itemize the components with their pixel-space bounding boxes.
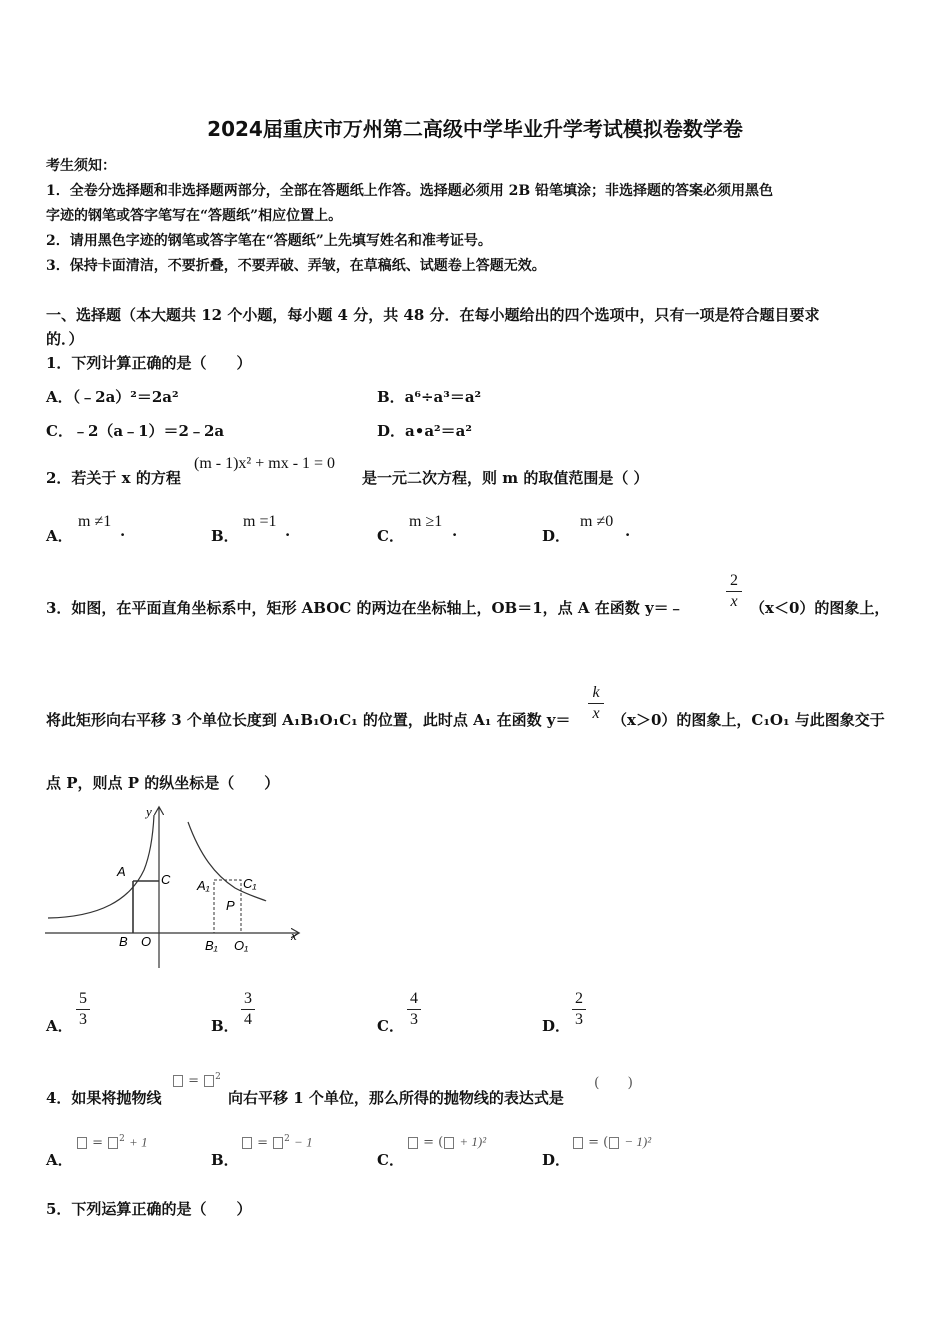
notice-line-3: 3．保持卡面清洁，不要折叠，不要弄破、弄皱，在草稿纸、试题卷上答题无效。: [46, 258, 546, 274]
q2-option-d-label: D．: [542, 527, 571, 545]
q2-option-a-expr: m ≠1: [78, 513, 112, 530]
q4-stem-pre: 4．如果将抛物线: [46, 1089, 162, 1107]
q3-option-a-num: 5: [79, 990, 87, 1007]
q5-stem: 5．下列运算正确的是（ ）: [46, 1200, 252, 1218]
notice-heading: 考生须知：: [46, 158, 116, 174]
q1-option-a: A．（﹣2a）²＝2a²: [46, 388, 179, 406]
q3-fraction-k-over-x: [588, 684, 604, 723]
q3-line-2a: 将此矩形向右平移 3 个单位长度到 A₁B₁O₁C₁ 的位置，此时点 A₁ 在函数 y＝: [46, 711, 571, 729]
q3-line-2b: （x＞0）的图象上，C₁O₁ 与此图象交于: [612, 711, 885, 729]
q3-fraction-1-denominator: x: [730, 593, 738, 610]
label-c: C: [161, 872, 171, 887]
label-o1: O₁: [234, 938, 249, 953]
q2-option-b-dot: .: [285, 522, 291, 540]
label-a: A: [117, 864, 126, 879]
q4-option-c-label: C．: [377, 1151, 404, 1169]
q3-option-b-num: 3: [244, 990, 252, 1007]
label-a1: A₁: [197, 878, 210, 893]
q2-option-c-dot: .: [452, 522, 458, 540]
notice-line-1a: 1．全卷分选择题和非选择题两部分，全部在答题纸上作答。选择题必须用 2B 铅笔填涂；非选择题的答案必须用黑色: [46, 183, 774, 199]
q4-option-d-tail: − 1)²: [624, 1134, 652, 1149]
q2-option-d-expr: m ≠0: [580, 513, 614, 530]
q3-option-d-num: 2: [575, 990, 583, 1007]
q3-option-b-den: 4: [244, 1011, 252, 1028]
q3-option-a-fraction: [76, 990, 90, 1029]
label-y: y: [146, 804, 152, 819]
q4-option-a-expr: = $^2$ + 1: [76, 1134, 148, 1150]
q2-option-b-expr: m =1: [243, 513, 277, 530]
q4-option-b-expr: = $^2$ − 1: [241, 1134, 313, 1150]
q4-option-b-label: B．: [211, 1151, 239, 1169]
q4-parabola-expr: = $^2$: [172, 1072, 221, 1088]
q3-option-b-fraction: [241, 990, 255, 1029]
left-hyperbola-curve: [48, 815, 154, 918]
q2-option-c-expr: m ≥1: [409, 513, 443, 530]
q2-option-b-label: B．: [211, 527, 239, 545]
q2-stem-post: 是一元二次方程，则 m 的取值范围是（ ）: [362, 469, 649, 487]
q2-option-c-label: C．: [377, 527, 404, 545]
q4-option-c-tail: + 1)²: [459, 1134, 487, 1149]
q3-fraction-1-numerator: 2: [730, 572, 738, 589]
q1-option-c: C．﹣2（a﹣1）＝2﹣2a: [46, 422, 225, 440]
q3-fraction-2-numerator: k: [592, 684, 600, 701]
label-c1: C₁: [243, 876, 257, 891]
q2-option-a-label: A．: [46, 527, 73, 545]
notice-line-1b: 字迹的钢笔或答字笔写在“答题纸”相应位置上。: [46, 208, 343, 224]
q4-stem-post: 向右平移 1 个单位，那么所得的抛物线的表达式是: [228, 1089, 564, 1107]
section-heading-line-1: 一、选择题（本大题共 12 个小题，每小题 4 分，共 48 分．在每小题给出的四个选项中，只有一项是符合题目要求: [46, 306, 820, 324]
q3-fraction-2-denominator: x: [592, 705, 600, 722]
q3-line-1a: 3．如图，在平面直角坐标系中，矩形 ABOC 的两边在坐标轴上，OB＝1，点 A 在函数 y＝﹣: [46, 599, 684, 617]
q2-stem-pre: 2．若关于 x 的方程: [46, 469, 181, 487]
q4-option-d-expr: = ( − 1)²: [572, 1134, 651, 1150]
q3-option-c-label: C．: [377, 1017, 404, 1035]
q4-option-c-expr: = ( + 1)²: [407, 1134, 486, 1150]
q1-stem: 1．下列计算正确的是（ ）: [46, 354, 252, 372]
label-o: O: [141, 934, 152, 949]
label-b: B: [119, 934, 128, 949]
q3-coordinate-figure: [40, 800, 310, 975]
q2-option-d-dot: .: [625, 522, 631, 540]
q3-option-c-den: 3: [410, 1011, 418, 1028]
q4-option-b-tail: − 1: [294, 1134, 313, 1150]
page-title: 2024届重庆市万州第二高级中学毕业升学考试模拟卷数学卷: [207, 117, 743, 141]
q2-equation: (m - 1)x² + mx - 1 = 0: [194, 455, 336, 472]
q3-line-1b: （x＜0）的图象上，: [750, 599, 890, 617]
q3-option-d-label: D．: [542, 1017, 571, 1035]
label-p: P: [226, 898, 235, 913]
q3-line-3: 点 P，则点 P 的纵坐标是（ ）: [46, 774, 280, 792]
q2-option-a-dot: .: [120, 522, 126, 540]
q3-option-a-den: 3: [79, 1011, 87, 1028]
notice-line-2: 2．请用黑色字迹的钢笔或答字笔在“答题纸”上先填写姓名和准考证号。: [46, 233, 492, 249]
q3-option-b-label: B．: [211, 1017, 239, 1035]
q3-fraction-2-over-x: [726, 572, 742, 611]
q3-option-d-fraction: [572, 990, 586, 1029]
q3-option-d-den: 3: [575, 1011, 583, 1028]
q1-option-b: B．a⁶÷a³＝a²: [377, 388, 482, 406]
q4-option-a-tail: + 1: [129, 1134, 148, 1150]
q3-option-c-fraction: [407, 990, 421, 1029]
label-x: x: [291, 928, 297, 943]
label-b1: B₁: [205, 938, 218, 953]
q3-option-c-num: 4: [410, 990, 418, 1007]
q4-option-a-label: A．: [46, 1151, 73, 1169]
section-heading-line-2: 的．）: [46, 330, 84, 348]
q1-option-d: D．a•a²＝a²: [377, 422, 472, 440]
q3-option-a-label: A．: [46, 1017, 73, 1035]
q4-option-d-label: D．: [542, 1151, 571, 1169]
q4-answer-paren: ( ): [594, 1075, 633, 1091]
